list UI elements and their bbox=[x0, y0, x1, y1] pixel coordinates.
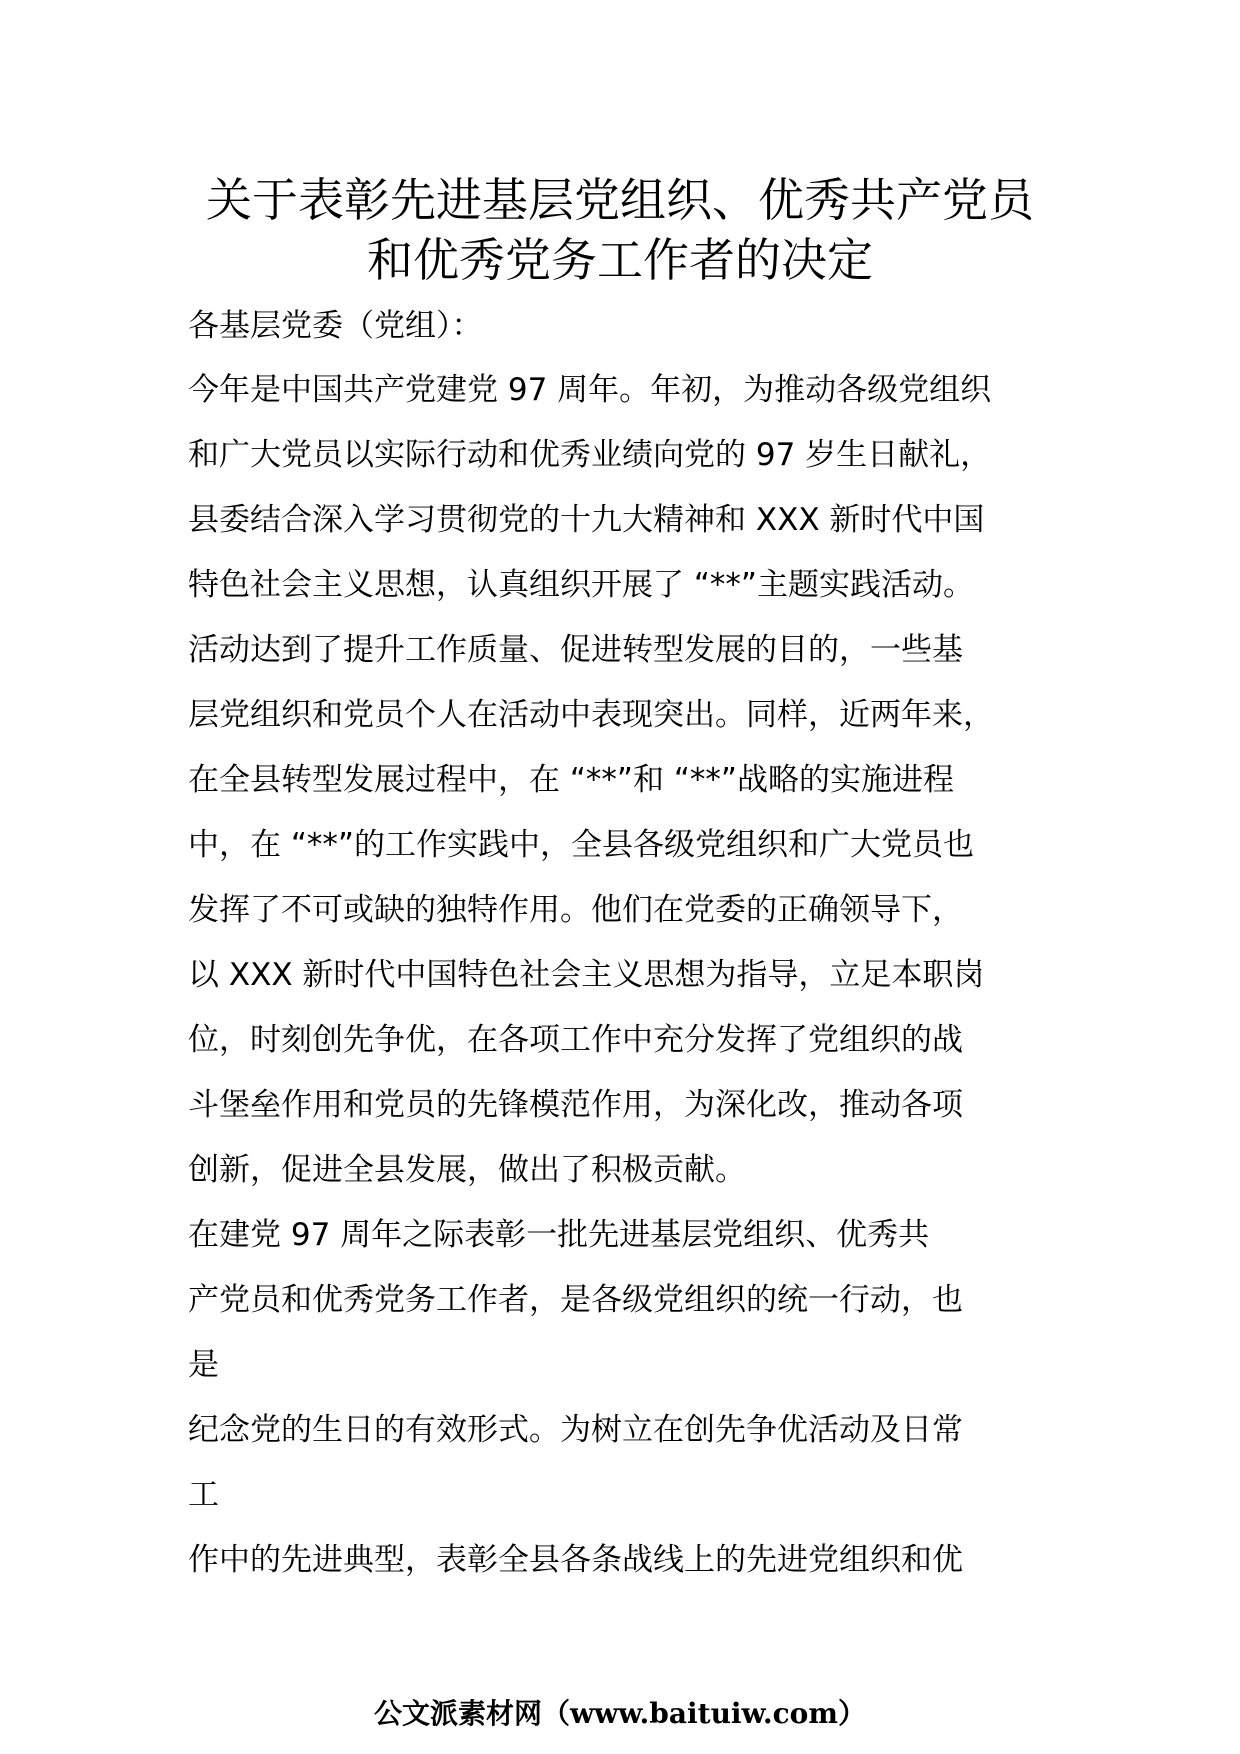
body-line: 工 bbox=[188, 1477, 219, 1513]
body-line: 特色社会主义思想，认真组织开展了 “**”主题实践活动。 bbox=[188, 567, 974, 603]
footer-source: 公文派素材网（www.baituiw.com） bbox=[374, 1697, 866, 1730]
body-line: 是 bbox=[188, 1347, 219, 1383]
body-line: 县委结合深入学习贯彻党的十九大精神和 XXX 新时代中国 bbox=[188, 502, 985, 538]
body-line: 以 XXX 新时代中国特色社会主义思想为指导，立足本职岗 bbox=[188, 957, 985, 993]
body-line: 斗堡垒作用和党员的先锋模范作用，为深化改，推动各项 bbox=[188, 1087, 963, 1123]
body-line: 在全县转型发展过程中，在 “**”和 “**”战略的实施进程 bbox=[188, 762, 954, 798]
body-line: 位，时刻创先争优，在各项工作中充分发挥了党组织的战 bbox=[188, 1022, 963, 1058]
document-title-line-2: 和优秀党务工作者的决定 bbox=[367, 233, 873, 287]
body-line: 中，在 “**”的工作实践中，全县各级党组织和广大党员也 bbox=[188, 827, 974, 863]
salutation: 各基层党委（党组）： bbox=[188, 308, 483, 344]
document-title-line-1: 关于表彰先进基层党组织、优秀共产党员 bbox=[206, 173, 1034, 227]
body-line: 发挥了不可或缺的独特作用。他们在党委的正确领导下， bbox=[188, 892, 963, 928]
body-line: 和广大党员以实际行动和优秀业绩向党的 97 岁生日献礼， bbox=[188, 437, 992, 473]
body-line: 作中的先进典型，表彰全县各条战线上的先进党组织和优 bbox=[188, 1542, 963, 1578]
body-line: 层党组织和党员个人在活动中表现突出。同样，近两年来， bbox=[188, 697, 994, 733]
body-line: 纪念党的生日的有效形式。为树立在创先争优活动及日常 bbox=[188, 1412, 963, 1448]
body-line: 今年是中国共产党建党 97 周年。年初，为推动各级党组织 bbox=[188, 372, 992, 408]
body-line: 创新，促进全县发展，做出了积极贡献。 bbox=[188, 1152, 746, 1188]
body-line: 在建党 97 周年之际表彰一批先进基层党组织、优秀共 bbox=[188, 1217, 930, 1253]
body-line: 产党员和优秀党务工作者，是各级党组织的统一行动，也 bbox=[188, 1282, 963, 1318]
body-line: 活动达到了提升工作质量、促进转型发展的目的，一些基 bbox=[188, 632, 963, 668]
